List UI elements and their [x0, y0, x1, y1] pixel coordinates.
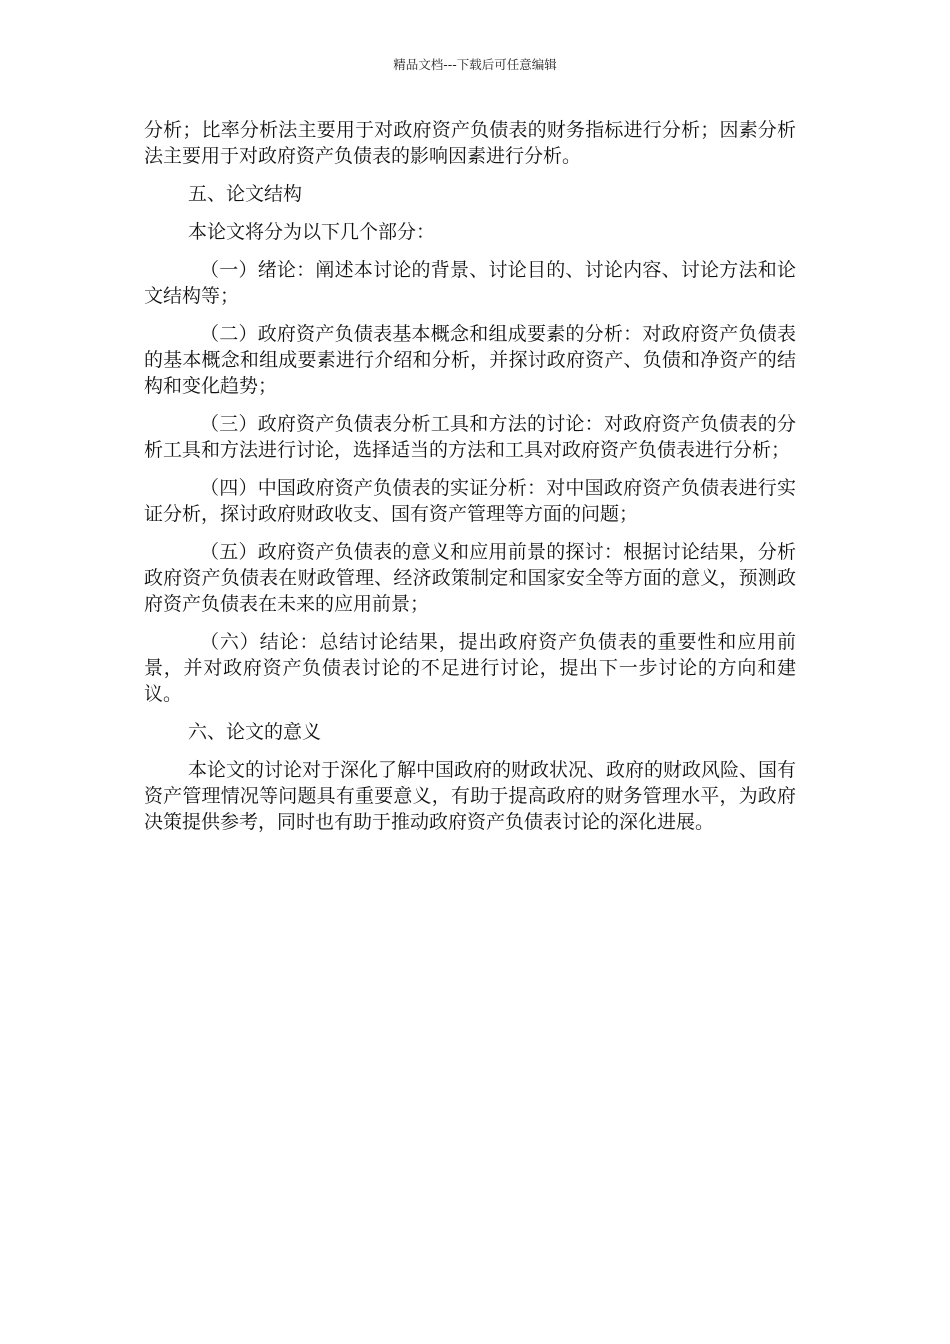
list-item-3: （三）政府资产负债表分析工具和方法的讨论：对政府资产负债表的分析工具和方法进行讨论，选择适当的方法和工具对政府资产负债表进行分析； — [144, 413, 796, 461]
list-item-6: （六）结论：总结讨论结果，提出政府资产负债表的重要性和应用前景，并对政府资产负债表讨论的不足进行讨论，提出下一步讨论的方向和建议。 — [144, 631, 796, 705]
list-item-5: （五）政府资产负债表的意义和应用前景的探讨：根据讨论结果，分析政府资产负债表在财政管理、经济政策制定和国家安全等方面的意义，预测政府资产负债表在未来的应用前景； — [144, 541, 796, 615]
list-item-4: （四）中国政府资产负债表的实证分析：对中国政府资产负债表进行实证分析，探讨政府财政收支、国有资产管理等方面的问题； — [144, 477, 796, 525]
paragraph-structure-intro: 本论文将分为以下几个部分： — [188, 221, 436, 243]
page-header: 精品文档---下载后可任意编辑 — [393, 57, 557, 72]
paragraph-continuation: 分析；比率分析法主要用于对政府资产负债表的财务指标进行分析；因素分析法主要用于对政府资产负债表的影响因素进行分析。 — [144, 119, 796, 167]
section-heading-significance: 六、论文的意义 — [188, 721, 322, 743]
list-item-1: （一）绪论：阐述本讨论的背景、讨论目的、讨论内容、讨论方法和论文结构等； — [144, 259, 796, 307]
list-item-2: （二）政府资产负债表基本概念和组成要素的分析：对政府资产负债表的基本概念和组成要素进行介绍和分析，并探讨政府资产、负债和净资产的结构和变化趋势； — [144, 323, 796, 397]
document-body — [144, 117, 796, 847]
paragraph-significance: 本论文的讨论对于深化了解中国政府的财政状况、政府的财政风险、国有资产管理情况等问题具有重要意义，有助于提高政府的财务管理水平，为政府决策提供参考，同时也有助于推动政府资产负债表讨论的深化进展。 — [144, 759, 797, 833]
section-heading-structure: 五、论文结构 — [188, 183, 303, 205]
